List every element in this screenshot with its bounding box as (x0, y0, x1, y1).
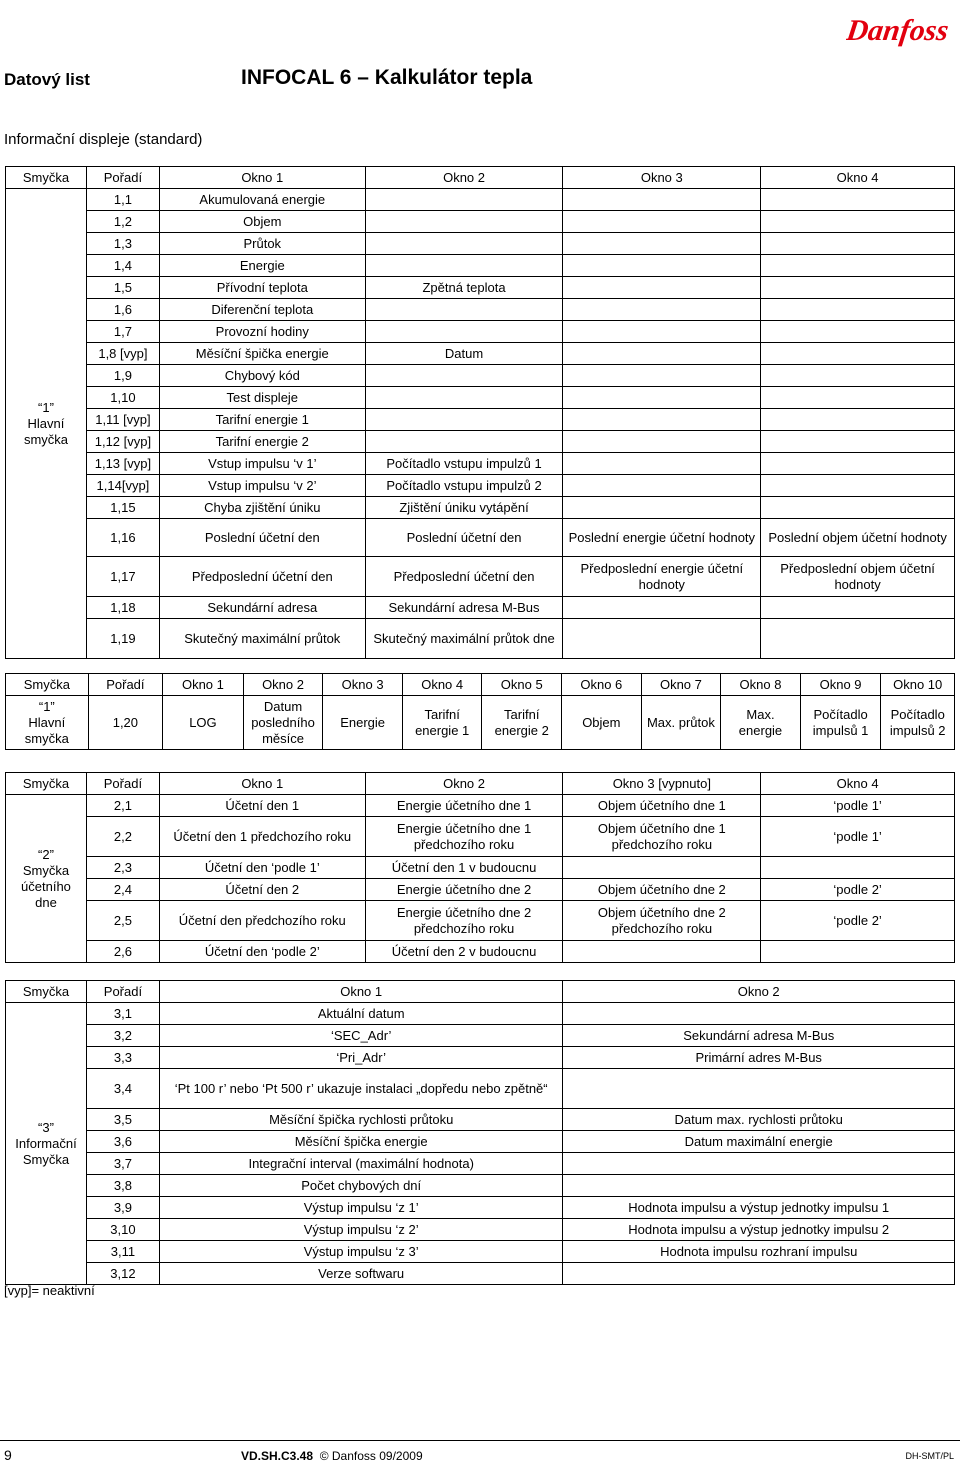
window2-cell (365, 255, 563, 277)
col-header: Okno 4 (761, 167, 955, 189)
window4-cell (761, 299, 955, 321)
order-cell: 1,15 (86, 497, 159, 519)
window3-cell (563, 497, 761, 519)
loop-name-line: Hlavní (27, 415, 65, 431)
accounting-day-table (5, 772, 955, 963)
window2-cell: Skutečný maximální průtok dne (365, 619, 563, 659)
window4-cell (761, 619, 955, 659)
window2-cell: Primární adres M-Bus (563, 1047, 955, 1069)
table-row (6, 211, 955, 233)
window3-cell (563, 619, 761, 659)
order-cell: 1,5 (86, 277, 159, 299)
window1-cell: Akumulovaná energie (159, 189, 365, 211)
table-row (6, 1241, 955, 1263)
window1-cell: ‘Pt 100 r’ nebo ‘Pt 500 r’ ukazuje instalaci „dopředu nebo zpětně“ (159, 1069, 563, 1109)
order-cell: 1,4 (86, 255, 159, 277)
col-header: Smyčka (6, 981, 87, 1003)
danfoss-logo (846, 6, 956, 52)
window1-cell: Chyba zjištění úniku (159, 497, 365, 519)
window4-cell (761, 365, 955, 387)
order-cell: 3,6 (86, 1131, 159, 1153)
window1-cell: Účetní den 1 (159, 795, 365, 817)
order-cell: 3,1 (86, 1003, 159, 1025)
order-cell: 2,6 (86, 941, 159, 963)
order-cell: 1,18 (86, 597, 159, 619)
window4-cell (761, 941, 955, 963)
window1-cell: Diferenční teplota (159, 299, 365, 321)
copyright: © Danfoss 09/2009 (319, 1449, 423, 1463)
window1-cell: Provozní hodiny (159, 321, 365, 343)
col-header: Okno 2 (243, 674, 323, 696)
order-cell: 1,7 (86, 321, 159, 343)
window-cell: Max. průtok (641, 696, 721, 750)
window2-cell: Účetní den 1 v budoucnu (365, 857, 563, 879)
window1-cell: Počet chybových dní (159, 1175, 563, 1197)
window2-cell (563, 1003, 955, 1025)
table-row (6, 941, 955, 963)
window2-cell (365, 431, 563, 453)
order-cell: 1,8 [vyp] (86, 343, 159, 365)
window1-cell: Integrační interval (maximální hodnota) (159, 1153, 563, 1175)
order-cell: 1,17 (86, 557, 159, 597)
order-cell: 2,2 (86, 817, 159, 857)
loop-name-line: Informační (15, 1135, 77, 1151)
footer-right-code: DH-SMT/PL (905, 1451, 954, 1461)
order-cell: 3,10 (86, 1219, 159, 1241)
order-cell: 3,11 (86, 1241, 159, 1263)
table-header-row (6, 773, 955, 795)
loop-name-line: “1” (38, 399, 54, 415)
window3-cell (563, 299, 761, 321)
order-cell: 1,6 (86, 299, 159, 321)
table-row (6, 1131, 955, 1153)
window4-cell: ‘podle 2’ (761, 879, 955, 901)
table-row (6, 453, 955, 475)
window2-cell: Hodnota impulsu a výstup jednotky impulsu 1 (563, 1197, 955, 1219)
window1-cell: Verze softwaru (159, 1263, 563, 1285)
window4-cell (761, 255, 955, 277)
window4-cell (761, 497, 955, 519)
window1-cell: Měsíční špička energie (159, 1131, 563, 1153)
col-header: Okno 2 (563, 981, 955, 1003)
col-header: Okno 4 (761, 773, 955, 795)
window4-cell (761, 277, 955, 299)
table-row (6, 1047, 955, 1069)
table-row (6, 497, 955, 519)
order-cell: 2,1 (86, 795, 159, 817)
order-cell: 1,1 (86, 189, 159, 211)
order-cell: 1,10 (86, 387, 159, 409)
window2-cell (365, 189, 563, 211)
window3-cell: Objem účetního dne 2 (563, 879, 761, 901)
window2-cell: Hodnota impulsu rozhraní impulsu (563, 1241, 955, 1263)
window4-cell: ‘podle 1’ (761, 795, 955, 817)
order-cell: 2,4 (86, 879, 159, 901)
window1-cell: ‘SEC_Adr’ (159, 1025, 563, 1047)
loop-name-line: “3” (38, 1119, 54, 1135)
table-row (6, 321, 955, 343)
window4-cell (761, 597, 955, 619)
svg-text:Danfoss: Danfoss (846, 13, 951, 47)
main-loop-table (5, 166, 955, 659)
col-header: Okno 1 (163, 674, 244, 696)
window3-cell: Objem účetního dne 2 předchozího roku (563, 901, 761, 941)
col-header: Okno 2 (365, 773, 563, 795)
table-row (6, 795, 955, 817)
loop-name-line: smyčka (23, 431, 68, 447)
table-row (6, 1025, 955, 1047)
window1-cell: Měsíční špička energie (159, 343, 365, 365)
window3-cell (563, 321, 761, 343)
window3-cell (563, 409, 761, 431)
page-title: INFOCAL 6 – Kalkulátor tepla (241, 66, 533, 89)
table-row (6, 233, 955, 255)
table-row (6, 255, 955, 277)
window4-cell (761, 343, 955, 365)
log-table (5, 673, 955, 750)
window-cell: Energie (323, 696, 403, 750)
col-header: Okno 1 (159, 981, 563, 1003)
window3-cell (563, 211, 761, 233)
table-header-row (6, 167, 955, 189)
window2-cell: Počítadlo vstupu impulzů 1 (365, 453, 563, 475)
window2-cell (563, 1069, 955, 1109)
window3-cell (563, 255, 761, 277)
window3-cell: Poslední energie účetní hodnoty (563, 519, 761, 557)
window3-cell (563, 233, 761, 255)
window2-cell (365, 387, 563, 409)
table-row (6, 597, 955, 619)
order-cell: 1,16 (86, 519, 159, 557)
col-header: Smyčka (6, 674, 89, 696)
order-cell: 1,3 (86, 233, 159, 255)
window-cell: Tarifní energie 2 (482, 696, 562, 750)
window2-cell (365, 299, 563, 321)
col-header: Pořadí (86, 167, 159, 189)
window1-cell: Sekundární adresa (159, 597, 365, 619)
window1-cell: Účetní den předchozího roku (159, 901, 365, 941)
window4-cell (761, 211, 955, 233)
order-cell: 1,20 (88, 696, 162, 750)
loop-name-line: dne (35, 894, 57, 910)
window3-cell (563, 597, 761, 619)
col-header: Okno 3 (563, 167, 761, 189)
order-cell: 1,19 (86, 619, 159, 659)
table-row (6, 1153, 955, 1175)
table-header-row (6, 674, 955, 696)
window3-cell (563, 941, 761, 963)
window1-cell: Vstup impulsu ‘v 2’ (159, 475, 365, 497)
loop-name-line: “1” (38, 698, 55, 714)
col-header: Okno 8 (721, 674, 801, 696)
window2-cell: Datum maximální energie (563, 1131, 955, 1153)
window4-cell (761, 453, 955, 475)
window3-cell (563, 343, 761, 365)
window3-cell: Objem účetního dne 1 (563, 795, 761, 817)
window3-cell (563, 857, 761, 879)
window2-cell: Energie účetního dne 1 předchozího roku (365, 817, 563, 857)
col-header: Okno 3 [vypnuto] (563, 773, 761, 795)
window2-cell: Počítadlo vstupu impulzů 2 (365, 475, 563, 497)
window-cell: LOG (163, 696, 244, 750)
window4-cell (761, 233, 955, 255)
order-cell: 1,14[vyp] (86, 475, 159, 497)
col-header: Okno 3 (323, 674, 403, 696)
col-header: Okno 1 (159, 773, 365, 795)
table-row (6, 619, 955, 659)
table-row (6, 431, 955, 453)
table-row (6, 1197, 955, 1219)
document-type: Datový list (4, 70, 90, 89)
window2-cell (563, 1263, 955, 1285)
table-row (6, 409, 955, 431)
window1-cell: Předposlední účetní den (159, 557, 365, 597)
window1-cell: Výstup impulsu ‘z 3’ (159, 1241, 563, 1263)
window2-cell (365, 211, 563, 233)
document-code (241, 1449, 423, 1463)
loop-name-line: “2” (38, 846, 54, 862)
window-cell: Počítadlo impulsů 2 (881, 696, 955, 750)
loop-name-line: Smyčka (22, 1151, 70, 1167)
window1-cell: Účetní den 2 (159, 879, 365, 901)
order-cell: 1,2 (86, 211, 159, 233)
loop-name-line: Hlavní (28, 714, 66, 730)
info-loop-table (5, 980, 955, 1285)
window1-cell: Test displeje (159, 387, 365, 409)
col-header: Okno 2 (365, 167, 563, 189)
table-row (6, 696, 955, 750)
col-header: Okno 10 (881, 674, 955, 696)
section-title: Informační displeje (standard) (4, 131, 203, 148)
window4-cell: Předposlední objem účetní hodnoty (761, 557, 955, 597)
window2-cell: Datum (365, 343, 563, 365)
window2-cell: Energie účetního dne 1 (365, 795, 563, 817)
window2-cell: Zjištění úniku vytápění (365, 497, 563, 519)
window2-cell (365, 409, 563, 431)
col-header: Smyčka (6, 773, 87, 795)
table-row (6, 879, 955, 901)
order-cell: 3,8 (86, 1175, 159, 1197)
col-header: Okno 1 (159, 167, 365, 189)
window1-cell: Chybový kód (159, 365, 365, 387)
window2-cell: Zpětná teplota (365, 277, 563, 299)
window1-cell: Objem (159, 211, 365, 233)
window4-cell (761, 409, 955, 431)
window1-cell: Účetní den 1 předchozího roku (159, 817, 365, 857)
window1-cell: Energie (159, 255, 365, 277)
window2-cell (365, 321, 563, 343)
window1-cell: Aktuální datum (159, 1003, 563, 1025)
window1-cell: Přívodní teplota (159, 277, 365, 299)
order-cell: 3,3 (86, 1047, 159, 1069)
window4-cell: ‘podle 1’ (761, 817, 955, 857)
order-cell: 3,2 (86, 1025, 159, 1047)
table-row (6, 817, 955, 857)
window4-cell (761, 387, 955, 409)
table-row (6, 1069, 955, 1109)
col-header: Okno 7 (641, 674, 721, 696)
window4-cell (761, 475, 955, 497)
window1-cell: Účetní den ‘podle 2’ (159, 941, 365, 963)
col-header: Pořadí (88, 674, 162, 696)
col-header: Okno 5 (482, 674, 562, 696)
col-header: Pořadí (86, 981, 159, 1003)
loop-name-cell (6, 696, 89, 750)
window4-cell: Poslední objem účetní hodnoty (761, 519, 955, 557)
table-row (6, 189, 955, 211)
window3-cell (563, 475, 761, 497)
window2-cell: Účetní den 2 v budoucnu (365, 941, 563, 963)
order-cell: 2,5 (86, 901, 159, 941)
window3-cell (563, 453, 761, 475)
window4-cell (761, 321, 955, 343)
window1-cell: Účetní den ‘podle 1’ (159, 857, 365, 879)
window2-cell (563, 1153, 955, 1175)
order-cell: 3,5 (86, 1109, 159, 1131)
window3-cell (563, 277, 761, 299)
table-row (6, 1175, 955, 1197)
window-cell: Datum posledního měsíce (243, 696, 323, 750)
window1-cell: Poslední účetní den (159, 519, 365, 557)
window3-cell (563, 189, 761, 211)
col-header: Smyčka (6, 167, 87, 189)
footer-divider (0, 1440, 960, 1441)
window3-cell (563, 387, 761, 409)
window1-cell: Průtok (159, 233, 365, 255)
loop-name-line: Smyčka (22, 862, 70, 878)
window1-cell: Vstup impulsu ‘v 1’ (159, 453, 365, 475)
window4-cell (761, 189, 955, 211)
loop-name-cell (6, 795, 87, 963)
window2-cell: Datum max. rychlosti průtoku (563, 1109, 955, 1131)
table-row (6, 365, 955, 387)
table-row (6, 299, 955, 321)
window2-cell (563, 1175, 955, 1197)
page-number: 9 (4, 1447, 12, 1463)
order-cell: 3,12 (86, 1263, 159, 1285)
table-row (6, 1109, 955, 1131)
order-cell: 1,13 [vyp] (86, 453, 159, 475)
col-header: Okno 9 (800, 674, 881, 696)
loop-name-line: smyčka (24, 730, 69, 746)
window3-cell: Objem účetního dne 1 předchozího roku (563, 817, 761, 857)
doc-code: VD.SH.C3.48 (241, 1449, 314, 1463)
loop-name-line: účetního (21, 878, 71, 894)
window1-cell: Tarifní energie 2 (159, 431, 365, 453)
table-row (6, 343, 955, 365)
window2-cell (365, 233, 563, 255)
window4-cell: ‘podle 2’ (761, 901, 955, 941)
window1-cell: Výstup impulsu ‘z 2’ (159, 1219, 563, 1241)
window3-cell (563, 365, 761, 387)
window2-cell: Sekundární adresa M-Bus (365, 597, 563, 619)
table-row (6, 1219, 955, 1241)
window3-cell (563, 431, 761, 453)
table-row (6, 857, 955, 879)
table-row (6, 277, 955, 299)
window2-cell: Sekundární adresa M-Bus (563, 1025, 955, 1047)
col-header: Okno 6 (562, 674, 642, 696)
order-cell: 1,12 [vyp] (86, 431, 159, 453)
table-row (6, 519, 955, 557)
loop-name-cell (6, 1003, 87, 1285)
window3-cell: Předposlední energie účetní hodnoty (563, 557, 761, 597)
order-cell: 3,4 (86, 1069, 159, 1109)
window4-cell (761, 431, 955, 453)
table-row (6, 557, 955, 597)
table-row (6, 387, 955, 409)
window1-cell: ‘Pri_Adr’ (159, 1047, 563, 1069)
loop-name-cell (6, 189, 87, 659)
window-cell: Počítadlo impulsů 1 (800, 696, 881, 750)
window1-cell: Tarifní energie 1 (159, 409, 365, 431)
order-cell: 2,3 (86, 857, 159, 879)
window4-cell (761, 857, 955, 879)
window2-cell: Poslední účetní den (365, 519, 563, 557)
window-cell: Objem (562, 696, 642, 750)
window2-cell: Energie účetního dne 2 předchozího roku (365, 901, 563, 941)
table-row (6, 1263, 955, 1285)
table-row (6, 901, 955, 941)
window-cell: Tarifní energie 1 (402, 696, 482, 750)
window2-cell: Předposlední účetní den (365, 557, 563, 597)
order-cell: 3,9 (86, 1197, 159, 1219)
table-row (6, 475, 955, 497)
window-cell: Max. energie (721, 696, 801, 750)
footnote: [vyp]= neaktivní (4, 1283, 95, 1298)
order-cell: 1,9 (86, 365, 159, 387)
table-header-row (6, 981, 955, 1003)
window2-cell: Hodnota impulsu a výstup jednotky impulsu 2 (563, 1219, 955, 1241)
col-header: Pořadí (86, 773, 159, 795)
order-cell: 3,7 (86, 1153, 159, 1175)
window1-cell: Měsíční špička rychlosti průtoku (159, 1109, 563, 1131)
window2-cell (365, 365, 563, 387)
order-cell: 1,11 [vyp] (86, 409, 159, 431)
table-row (6, 1003, 955, 1025)
col-header: Okno 4 (402, 674, 482, 696)
window2-cell: Energie účetního dne 2 (365, 879, 563, 901)
window1-cell: Výstup impulsu ‘z 1’ (159, 1197, 563, 1219)
window1-cell: Skutečný maximální průtok (159, 619, 365, 659)
